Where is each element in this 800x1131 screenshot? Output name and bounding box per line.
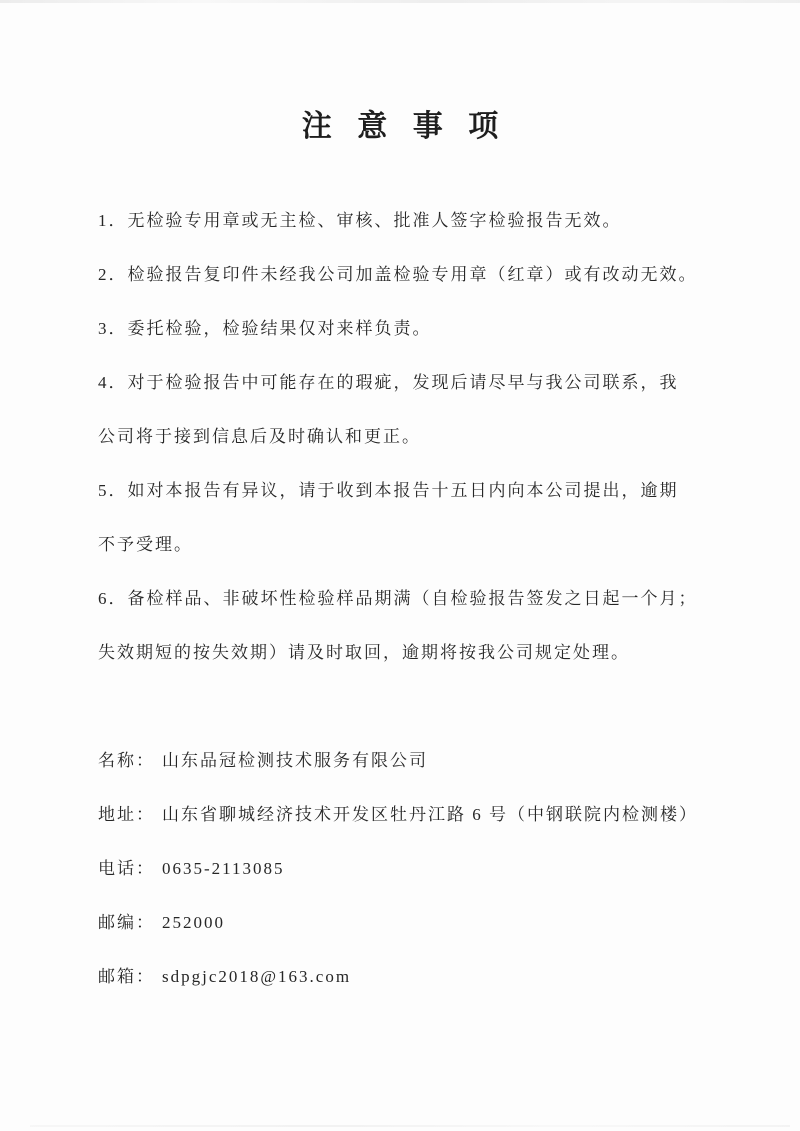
notice-item-4 xyxy=(98,356,745,464)
contact-row-email xyxy=(98,950,745,1004)
notice-item-1 xyxy=(98,194,745,248)
page-title-text: 注 意 事 项 xyxy=(301,110,508,143)
page-title xyxy=(0,101,800,145)
notice-line: 不予受理。 xyxy=(98,535,193,554)
notice-item-6 xyxy=(98,572,745,680)
contact-value: 山东品冠检测技术服务有限公司 xyxy=(162,751,428,770)
contact-row-phone xyxy=(98,842,745,896)
notice-list xyxy=(98,194,745,680)
contact-row-address xyxy=(98,788,745,842)
notice-line: 4．对于检验报告中可能存在的瑕疵，发现后请尽早与我公司联系，我 xyxy=(98,373,679,392)
contact-label: 地址： xyxy=(98,805,155,824)
notice-line: 失效期短的按失效期）请及时取回，逾期将按我公司规定处理。 xyxy=(98,643,630,662)
contact-row-postcode xyxy=(98,896,745,950)
scan-edge-artifact-bottom xyxy=(30,1125,790,1127)
section-gap xyxy=(98,680,745,734)
contact-label: 邮箱： xyxy=(98,967,155,986)
notice-item-3 xyxy=(98,302,745,356)
contact-label: 名称： xyxy=(98,751,155,770)
notice-line: 3．委托检验，检验结果仅对来样负责。 xyxy=(98,319,432,338)
contact-value: 0635-2113085 xyxy=(162,859,285,878)
notice-line: 2．检验报告复印件未经我公司加盖检验专用章（红章）或有改动无效。 xyxy=(98,265,698,284)
notice-line: 公司将于接到信息后及时确认和更正。 xyxy=(98,427,421,446)
contact-value: sdpgjc2018@163.com xyxy=(162,967,352,986)
contact-row-name xyxy=(98,734,745,788)
notice-line: 5．如对本报告有异议，请于收到本报告十五日内向本公司提出，逾期 xyxy=(98,481,679,500)
contact-label: 电话： xyxy=(98,859,155,878)
contact-value: 252000 xyxy=(162,913,225,932)
document-body xyxy=(98,194,745,1004)
notice-line: 6．备检样品、非破坏性检验样品期满（自检验报告签发之日起一个月； xyxy=(98,589,698,608)
contact-label: 邮编： xyxy=(98,913,155,932)
scan-edge-artifact-top xyxy=(0,0,800,3)
notice-item-5 xyxy=(98,464,745,572)
notice-line: 1．无检验专用章或无主检、审核、批准人签字检验报告无效。 xyxy=(98,211,622,230)
contact-section xyxy=(98,734,745,1004)
notice-item-2 xyxy=(98,248,745,302)
contact-value: 山东省聊城经济技术开发区牡丹江路 6 号（中钢联院内检测楼） xyxy=(162,805,698,824)
